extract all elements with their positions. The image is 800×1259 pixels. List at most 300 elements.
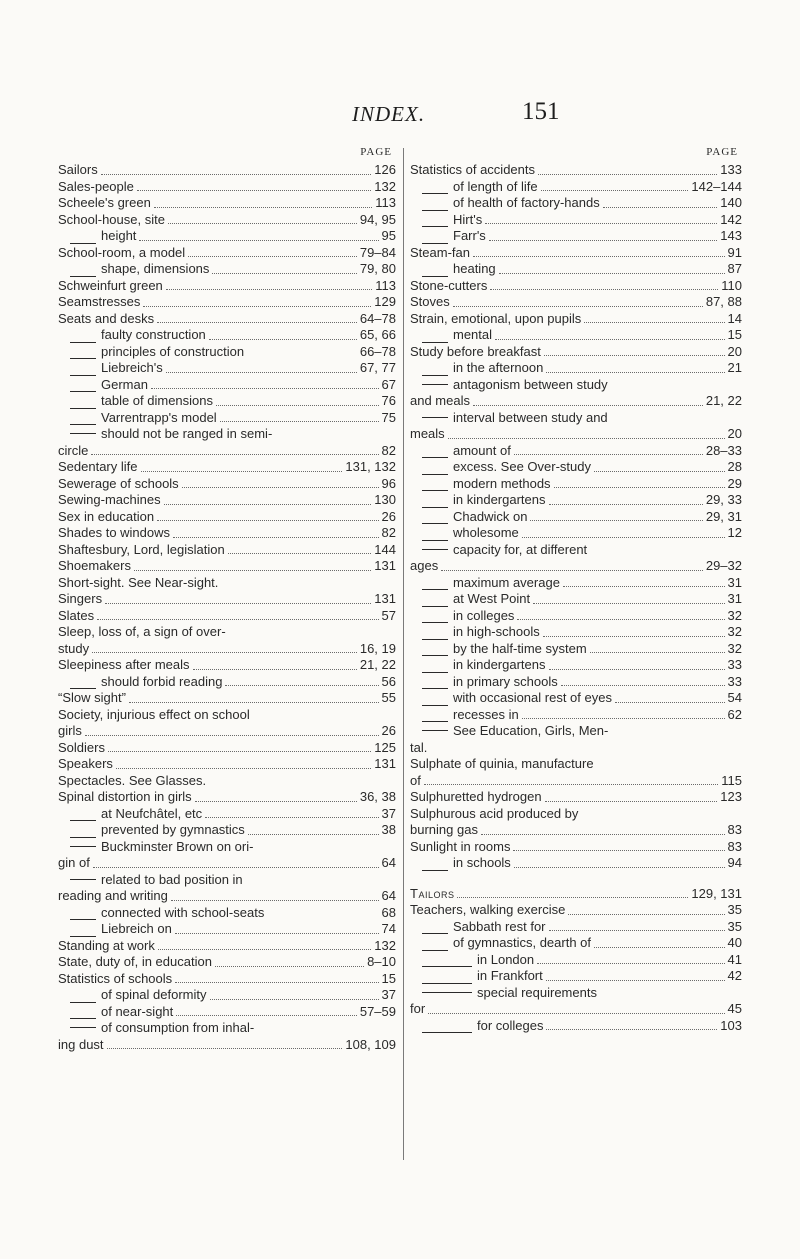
index-entry	[58, 773, 396, 790]
dot-leader	[92, 652, 357, 653]
dot-leader	[215, 966, 364, 967]
index-entry	[58, 360, 396, 377]
entry-line	[410, 674, 742, 691]
dot-leader	[594, 471, 725, 472]
page-ref: 132	[374, 937, 396, 953]
entry-text-continued: for	[410, 1001, 426, 1016]
entry-text: Sailors	[58, 162, 98, 177]
entry-text: School-house, site	[58, 211, 165, 227]
index-entry	[410, 459, 742, 476]
entry-text: Standing at work	[58, 937, 155, 953]
sub-entry-dash	[422, 705, 448, 706]
entry-line	[58, 756, 396, 773]
sub-entry-dash	[422, 384, 448, 385]
entry-line	[58, 987, 396, 1004]
index-entry	[58, 162, 396, 179]
page-ref: 35	[727, 902, 742, 917]
sub-entry-dash	[422, 549, 448, 550]
dot-leader	[210, 999, 379, 1000]
entry-text: Strain, emotional, upon pupils	[410, 310, 582, 326]
entry-text: Soldiers	[58, 739, 105, 755]
dot-leader	[168, 223, 357, 224]
entry-text: Chadwick on	[453, 508, 528, 524]
index-entry	[410, 294, 742, 311]
entry-line	[58, 971, 396, 988]
page-ref: 110	[721, 277, 742, 293]
index-entry	[410, 591, 742, 608]
dot-leader	[448, 438, 725, 439]
entry-line	[410, 426, 742, 443]
entry-text: capacity for, at different	[453, 541, 588, 557]
sub-entry-dash	[70, 936, 96, 937]
entry-line	[410, 212, 742, 229]
entry-line	[58, 855, 396, 872]
dot-leader	[561, 685, 725, 686]
entry-line	[58, 624, 396, 641]
dot-leader	[195, 801, 357, 802]
entry-text: Shoemakers	[58, 558, 131, 573]
entry-line	[410, 789, 742, 806]
index-entry	[410, 542, 742, 575]
entry-text: Sedentary life	[58, 459, 138, 474]
entry-text: related to bad position in	[101, 871, 243, 887]
page-number: 151	[522, 98, 560, 125]
sub-entry-dash	[422, 966, 472, 967]
entry-line	[58, 542, 396, 559]
entry-text: of health of factory-hands	[453, 195, 600, 210]
entry-text: Shaftesbury, Lord, legislation	[58, 541, 225, 557]
dot-leader	[530, 520, 702, 521]
entry-line	[410, 525, 742, 542]
entry-text: Sewing-machines	[58, 492, 161, 507]
entry-line	[410, 935, 742, 952]
dot-leader	[495, 339, 725, 340]
entry-text: connected with school-seats	[101, 904, 265, 920]
sub-entry-dash	[422, 655, 448, 656]
dot-leader	[544, 355, 725, 356]
dot-leader	[209, 339, 357, 340]
entry-text: Statistics of schools	[58, 970, 173, 986]
sub-entry-dash	[422, 589, 448, 590]
index-entry	[410, 789, 742, 806]
entry-text: Spectacles. See Glasses.	[58, 772, 207, 788]
index-entry	[410, 968, 742, 985]
index-entry	[410, 756, 742, 789]
dot-leader	[158, 949, 371, 950]
dot-leader	[541, 190, 689, 191]
dot-leader	[101, 174, 372, 175]
sub-entry-dash	[422, 375, 448, 376]
index-entry	[58, 575, 396, 592]
entry-line	[58, 641, 396, 658]
entry-text: Sulphurous acid produced by	[410, 805, 579, 821]
entry-text: of consumption from inhal-	[101, 1020, 255, 1035]
dot-leader	[248, 834, 379, 835]
sub-entry-dash	[422, 721, 448, 722]
index-entry	[410, 657, 742, 674]
index-entry	[58, 509, 396, 526]
entry-text: Sales-people	[58, 178, 134, 194]
entry-line	[410, 806, 742, 823]
entry-text: Buckminster Brown on ori-	[101, 838, 254, 854]
entry-text-continued: circle	[58, 442, 89, 458]
index-entry	[410, 212, 742, 229]
page-ref: 21, 22	[359, 657, 396, 672]
page-ref: 96	[381, 475, 396, 491]
index-entry	[410, 525, 742, 542]
dot-leader	[594, 947, 725, 948]
page-ref: 131	[374, 558, 396, 573]
entry-line	[410, 608, 742, 625]
entry-line	[58, 360, 396, 377]
entry-line	[410, 195, 742, 212]
dot-leader	[93, 867, 379, 868]
page-ref: 126	[374, 162, 396, 177]
dot-leader	[441, 570, 703, 571]
entry-line	[58, 806, 396, 823]
index-entry	[410, 492, 742, 509]
dot-leader	[568, 914, 724, 915]
entry-text: Sulphate of quinia, manufacture	[410, 756, 594, 771]
dot-leader	[481, 834, 725, 835]
entry-line	[58, 690, 396, 707]
dot-leader	[154, 207, 372, 208]
entry-line	[410, 985, 742, 1002]
page-ref: 15	[381, 970, 396, 986]
dot-leader	[489, 240, 717, 241]
entry-line	[410, 542, 742, 559]
dot-leader	[108, 751, 371, 752]
entry-line	[410, 492, 742, 509]
dot-leader	[134, 570, 371, 571]
column-divider	[403, 148, 404, 1160]
sub-entry-dash	[422, 507, 448, 508]
sub-entry-dash	[422, 992, 472, 993]
entry-text: recesses in	[453, 706, 519, 722]
page-ref: 83	[727, 822, 742, 837]
page-ref: 31	[727, 591, 742, 606]
dot-leader	[228, 553, 372, 554]
page-ref: 142–144	[691, 178, 742, 194]
dot-leader	[517, 619, 724, 620]
index-entry	[58, 377, 396, 394]
entry-line	[58, 212, 396, 229]
index-entry	[58, 327, 396, 344]
index-entry	[410, 443, 742, 460]
entry-line	[410, 740, 742, 757]
page-ref: 142	[720, 211, 742, 227]
entry-line	[410, 952, 742, 969]
entry-text-continued: ages	[410, 558, 439, 573]
page-ref: 64–78	[359, 310, 396, 326]
index-entry	[410, 839, 742, 856]
page-ref: 28	[727, 459, 742, 474]
page-ref: 32	[727, 640, 742, 656]
entry-text-continued: gin of	[58, 855, 90, 870]
entry-line	[410, 228, 742, 245]
entry-text: German	[101, 376, 148, 392]
entry-line	[410, 344, 742, 361]
page-ref: 37	[381, 805, 396, 821]
sub-entry-dash	[70, 688, 96, 689]
dot-leader	[473, 405, 703, 406]
dot-leader	[428, 1013, 724, 1014]
entry-line	[58, 410, 396, 427]
page-ref: 113	[375, 277, 396, 293]
index-entry	[410, 360, 742, 377]
sub-entry-dash	[70, 276, 96, 277]
entry-line	[410, 162, 742, 179]
entry-line	[58, 657, 396, 674]
index-entry	[58, 806, 396, 823]
index-entry	[410, 886, 742, 903]
entry-line	[410, 294, 742, 311]
page-ref: 83	[727, 838, 742, 854]
entry-text: Seats and desks	[58, 310, 155, 326]
index-entry	[58, 690, 396, 707]
page-ref: 40	[727, 935, 742, 950]
entry-text: interval between study and	[453, 409, 608, 425]
page-ref: 103	[720, 1017, 742, 1033]
entry-text: Society, injurious effect on school	[58, 706, 250, 722]
entry-text: by the half-time system	[453, 640, 587, 656]
entry-text: in colleges	[453, 607, 515, 623]
sub-entry-dash	[422, 933, 448, 934]
index-entry	[410, 855, 742, 872]
entry-line	[410, 327, 742, 344]
entry-line	[410, 756, 742, 773]
sub-entry-dash	[422, 1032, 472, 1033]
page-ref: 66–78	[359, 343, 396, 359]
entry-line	[410, 179, 742, 196]
dot-leader	[188, 256, 357, 257]
index-entry	[58, 261, 396, 278]
index-entry	[58, 542, 396, 559]
page-ref: 33	[727, 673, 742, 689]
dot-leader	[424, 784, 718, 785]
entry-text: in London	[477, 951, 535, 967]
entry-text: Liebreich's	[101, 360, 163, 375]
entry-line	[58, 228, 396, 245]
page-ref: 79–84	[359, 244, 396, 260]
entry-line	[58, 344, 396, 361]
entry-text-continued: study	[58, 640, 90, 656]
page-ref: 56	[381, 673, 396, 689]
dot-leader	[205, 817, 378, 818]
entry-text-continued: burning gas	[410, 822, 478, 837]
entry-text: of spinal deformity	[101, 987, 207, 1002]
sub-entry-dash	[70, 342, 96, 343]
page-ref: 14	[727, 310, 742, 326]
index-entry	[410, 179, 742, 196]
page-ref: 20	[727, 426, 742, 441]
index-entry	[58, 294, 396, 311]
entry-line	[410, 377, 742, 394]
entry-text: should not be ranged in semi-	[101, 426, 273, 441]
page-ref: 140	[720, 195, 742, 210]
dot-leader	[212, 273, 356, 274]
entry-line	[410, 657, 742, 674]
entry-text: Teachers, walking exercise	[410, 902, 566, 917]
entry-line	[58, 459, 396, 476]
index-entry	[58, 179, 396, 196]
dot-leader	[116, 768, 371, 769]
index-entry	[58, 756, 396, 773]
page-column-heading: PAGE	[360, 146, 392, 158]
page-ref: 76	[381, 393, 396, 408]
index-entry	[410, 723, 742, 756]
entry-text: amount of	[453, 442, 511, 458]
dot-leader	[166, 289, 372, 290]
dot-leader	[97, 619, 378, 620]
dot-leader	[457, 897, 688, 898]
page-ref: 16, 19	[359, 640, 396, 656]
entry-line	[410, 278, 742, 295]
entry-text: Tailors	[410, 885, 455, 901]
entry-line	[58, 575, 396, 592]
page-ref: 143	[720, 228, 742, 243]
index-entry	[410, 806, 742, 839]
entry-line	[410, 459, 742, 476]
page-header	[0, 98, 800, 136]
entry-text: Steam-fan	[410, 244, 470, 260]
index-entry	[410, 641, 742, 658]
entry-text: in Frankfort	[477, 968, 543, 983]
page-ref: 87	[727, 261, 742, 276]
sub-entry-dash	[70, 1002, 96, 1003]
index-entry	[58, 740, 396, 757]
sub-entry-dash	[422, 490, 448, 491]
index-entry	[410, 311, 742, 328]
entry-line	[58, 740, 396, 757]
entry-text: Short-sight. See Near-sight.	[58, 574, 219, 590]
page-ref: 113	[375, 195, 396, 210]
dot-leader	[545, 801, 718, 802]
entry-line	[58, 773, 396, 790]
dot-leader	[157, 520, 378, 521]
index-entry	[410, 261, 742, 278]
entry-text: Sleepiness after meals	[58, 657, 190, 672]
index-entry	[410, 195, 742, 212]
index-entry	[410, 509, 742, 526]
dot-leader	[176, 1015, 357, 1016]
entry-line	[410, 902, 742, 919]
page-ref: 32	[727, 624, 742, 639]
page-ref: 115	[721, 772, 742, 788]
index-entry	[58, 245, 396, 262]
index-entry	[410, 344, 742, 361]
dot-leader	[522, 537, 725, 538]
entry-text: Varrentrapp's model	[101, 409, 217, 425]
entry-line	[410, 822, 742, 839]
sub-entry-dash	[422, 606, 448, 607]
page-ref: 57	[381, 607, 396, 623]
sub-entry-dash	[70, 820, 96, 821]
entry-line	[58, 723, 396, 740]
sub-entry-dash	[70, 1027, 96, 1028]
page-ref: 29–32	[705, 558, 742, 573]
index-entry	[58, 624, 396, 657]
entry-line	[58, 162, 396, 179]
entry-line	[410, 476, 742, 493]
entry-line	[410, 855, 742, 872]
sub-entry-dash	[70, 919, 96, 920]
page-ref: 144	[374, 541, 396, 557]
entry-line	[410, 261, 742, 278]
index-entry	[58, 410, 396, 427]
entry-line	[410, 968, 742, 985]
page-ref: 67	[381, 376, 396, 392]
entry-text: Study before breakfast	[410, 343, 541, 359]
index-entry	[58, 921, 396, 938]
index-entry	[410, 707, 742, 724]
dot-leader	[537, 963, 724, 964]
entry-line	[58, 1037, 396, 1054]
index-entry	[410, 674, 742, 691]
dot-leader	[473, 256, 725, 257]
sub-entry-dash	[422, 474, 448, 475]
index-entry	[410, 1018, 742, 1035]
entry-line	[58, 938, 396, 955]
dot-leader	[514, 867, 725, 868]
entry-text: Sex in education	[58, 508, 155, 524]
entry-text: Slates	[58, 607, 95, 623]
dot-leader	[554, 487, 725, 488]
index-entry	[58, 905, 396, 922]
dot-leader	[107, 1048, 343, 1049]
dot-leader	[513, 850, 724, 851]
index-entry	[410, 935, 742, 952]
page-ref: 95	[381, 228, 396, 243]
dot-leader	[543, 636, 725, 637]
page-column-heading: PAGE	[706, 146, 738, 158]
page-ref: 94	[727, 855, 742, 870]
entry-line	[58, 492, 396, 509]
page-ref: 91	[727, 244, 742, 260]
index-entry	[410, 985, 742, 1018]
page-ref: 31	[727, 574, 742, 590]
dot-leader	[141, 471, 343, 472]
entry-line	[410, 410, 742, 427]
entry-line	[58, 294, 396, 311]
dot-leader	[151, 388, 379, 389]
dot-leader	[584, 322, 724, 323]
index-entry	[58, 492, 396, 509]
page-ref: 65, 66	[359, 327, 396, 342]
entry-text: for colleges	[477, 1017, 544, 1033]
dot-leader	[182, 487, 379, 488]
entry-line	[58, 789, 396, 806]
page-ref: 62	[727, 706, 742, 722]
sub-entry-dash	[422, 226, 448, 227]
dot-leader	[615, 702, 725, 703]
entry-text: Liebreich on	[101, 921, 172, 936]
index-entry	[58, 344, 396, 361]
dot-leader	[485, 223, 717, 224]
page-ref: 131, 132	[345, 459, 396, 474]
entry-line	[58, 1020, 396, 1037]
entry-line	[58, 377, 396, 394]
sub-entry-dash	[422, 342, 448, 343]
entry-text-continued: and meals	[410, 393, 470, 408]
index-entry	[58, 278, 396, 295]
entry-text: with occasional rest of eyes	[453, 690, 612, 705]
dot-leader	[157, 322, 357, 323]
index-entry	[410, 608, 742, 625]
page-ref: 67, 77	[359, 360, 396, 375]
entry-line	[58, 327, 396, 344]
entry-line	[58, 921, 396, 938]
